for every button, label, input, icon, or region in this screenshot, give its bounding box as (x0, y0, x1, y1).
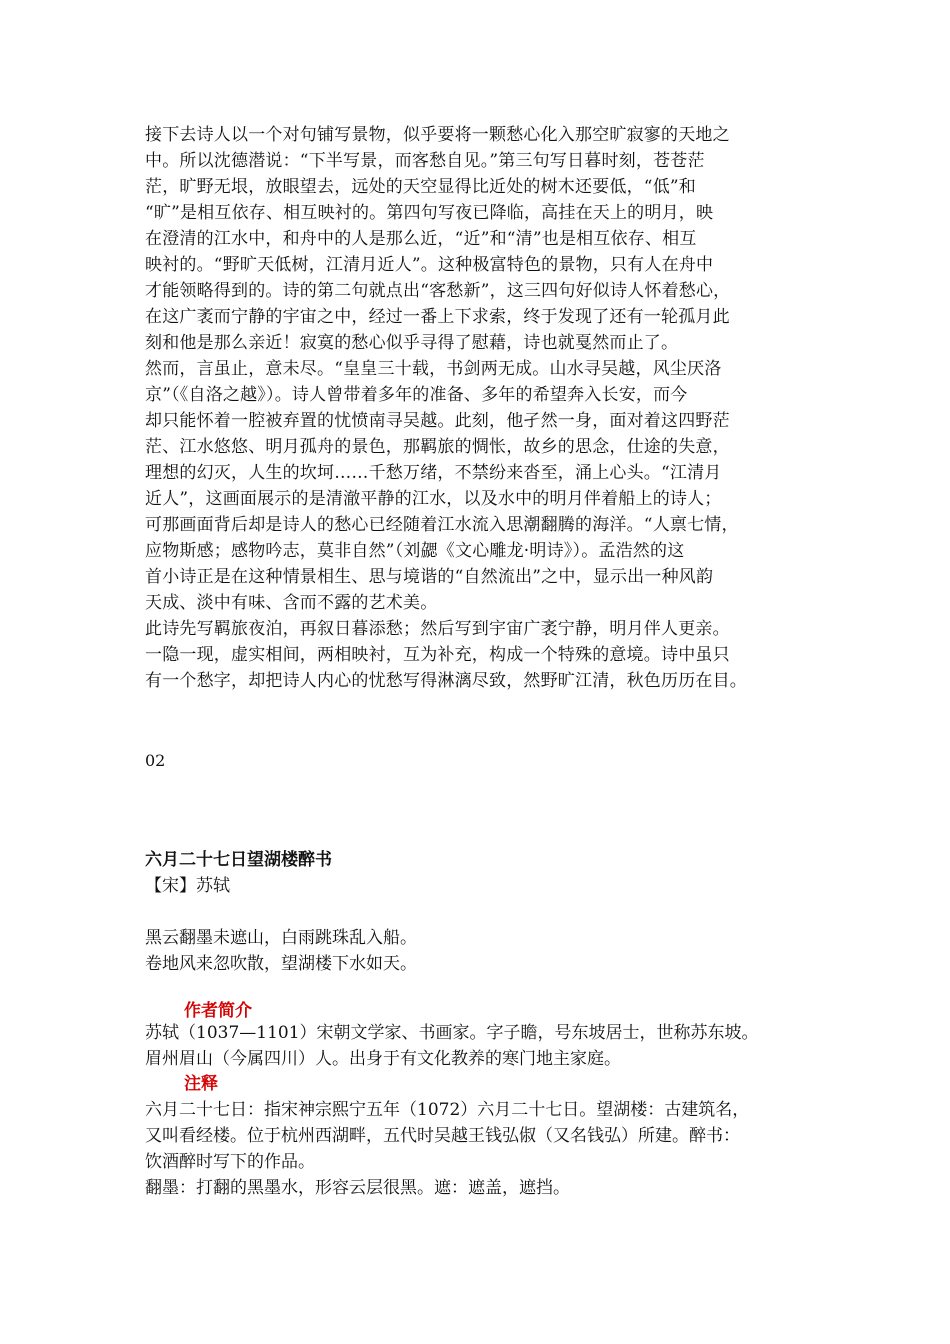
text-line: “旷”是相互依存、相互映衬的。第四句写夜已降临，高挂在天上的明月，映 (145, 203, 714, 223)
text-line: 中。所以沈德潜说：“下半写景，而客愁自见。”第三句写日暮时刻，苍苍茫 (145, 151, 705, 171)
text-line: 接下去诗人以一个对句铺写景物，似乎要将一颗愁心化入那空旷寂寥的天地之 (145, 125, 730, 145)
text-line: 刻和他是那么亲近！寂寞的愁心似乎寻得了慰藉，诗也就戛然而止了。 (145, 333, 679, 353)
poem-dynasty-author: 【宋】苏轼 (145, 876, 230, 896)
text-line: 茫，旷野无垠，放眼望去，远处的天空显得比近处的树木还要低，“低”和 (145, 177, 696, 197)
notes-line: 饮酒醉时写下的作品。 (145, 1152, 315, 1172)
notes-line: 六月二十七日：指宋神宗熙宁五年（1072）六月二十七日。望湖楼：古建筑名， (145, 1100, 750, 1120)
poem-line: 卷地风来忽吹散，望湖楼下水如天。 (145, 954, 417, 974)
text-line: 在这广袤而宁静的宇宙之中，经过一番上下求索，终于发现了还有一轮孤月此 (145, 307, 730, 327)
text-line: 然而，言虽止，意未尽。“皇皇三十载，书剑两无成。山水寻吴越，风尘厌洛 (145, 359, 722, 379)
text-line: 天成、淡中有味、含而不露的艺术美。 (145, 593, 438, 613)
text-line: 却只能怀着一腔被弃置的忧愤南寻吴越。此刻，他孑然一身，面对着这四野茫 (145, 411, 730, 431)
text-line: 首小诗正是在这种情景相生、思与境谐的“自然流出”之中，显示出一种风韵 (145, 567, 714, 587)
section-number: 02 (145, 751, 166, 770)
text-line: 应物斯感；感物吟志，莫非自然”（刘勰《文心雕龙·明诗》）。孟浩然的这 (145, 541, 685, 561)
analysis-paragraph-1 (145, 122, 815, 694)
text-line: 一隐一现，虚实相间，两相映衬，互为补充，构成一个特殊的意境。诗中虽只 (145, 645, 730, 665)
text-line: 才能领略得到的。诗的第二句就点出“客愁新”，这三四句好似诗人怀着愁心， (145, 281, 731, 301)
notes-line: 又叫看经楼。位于杭州西湖畔，五代时吴越王钱弘俶（又名钱弘）所建。醉书： (145, 1126, 740, 1146)
text-line: 近人”，这画面展示的是清澈平静的江水，以及水中的明月伴着船上的诗人； (145, 489, 722, 509)
text-line: 京”（《自洛之越》）。诗人曾带着多年的准备、多年的希望奔入长安，而今 (145, 385, 688, 405)
text-line: 此诗先写羁旅夜泊，再叙日暮添愁；然后写到宇宙广袤宁静，明月伴人更亲。 (145, 619, 730, 639)
text-line: 映衬的。“野旷天低树，江清月近人”。这种极富特色的景物，只有人在舟中 (145, 255, 714, 275)
text-line: 理想的幻灭，人生的坎坷……千愁万绪，不禁纷来沓至，涌上心头。“江清月 (145, 463, 722, 483)
text-line: 可那画面背后却是诗人的愁心已经随着江水流入思潮翻腾的海洋。“人禀七情， (145, 515, 739, 535)
text-line: 茫、江水悠悠、明月孤舟的景色，那羁旅的惆怅，故乡的思念，仕途的失意， (145, 437, 730, 457)
author-intro-heading: 作者简介 (184, 1001, 252, 1021)
author-intro-line: 苏轼（1037—1101）宋朝文学家、书画家。字子瞻，号东坡居士，世称苏东坡。 (145, 1023, 759, 1043)
poem-title: 六月二十七日望湖楼醉书 (145, 850, 332, 870)
text-line: 在澄清的江水中，和舟中的人是那么近，“近”和“清”也是相互依存、相互 (145, 229, 697, 249)
author-intro-line: 眉州眉山（今属四川）人。出身于有文化教养的寒门地主家庭。 (145, 1049, 621, 1069)
notes-line: 翻墨：打翻的黑墨水，形容云层很黑。遮：遮盖，遮挡。 (145, 1178, 570, 1198)
poem-line: 黑云翻墨未遮山，白雨跳珠乱入船。 (145, 928, 417, 948)
notes-heading: 注释 (184, 1074, 218, 1094)
text-line: 有一个愁字，却把诗人内心的忧愁写得淋漓尽致，然野旷江清，秋色历历在目。 (145, 671, 747, 691)
